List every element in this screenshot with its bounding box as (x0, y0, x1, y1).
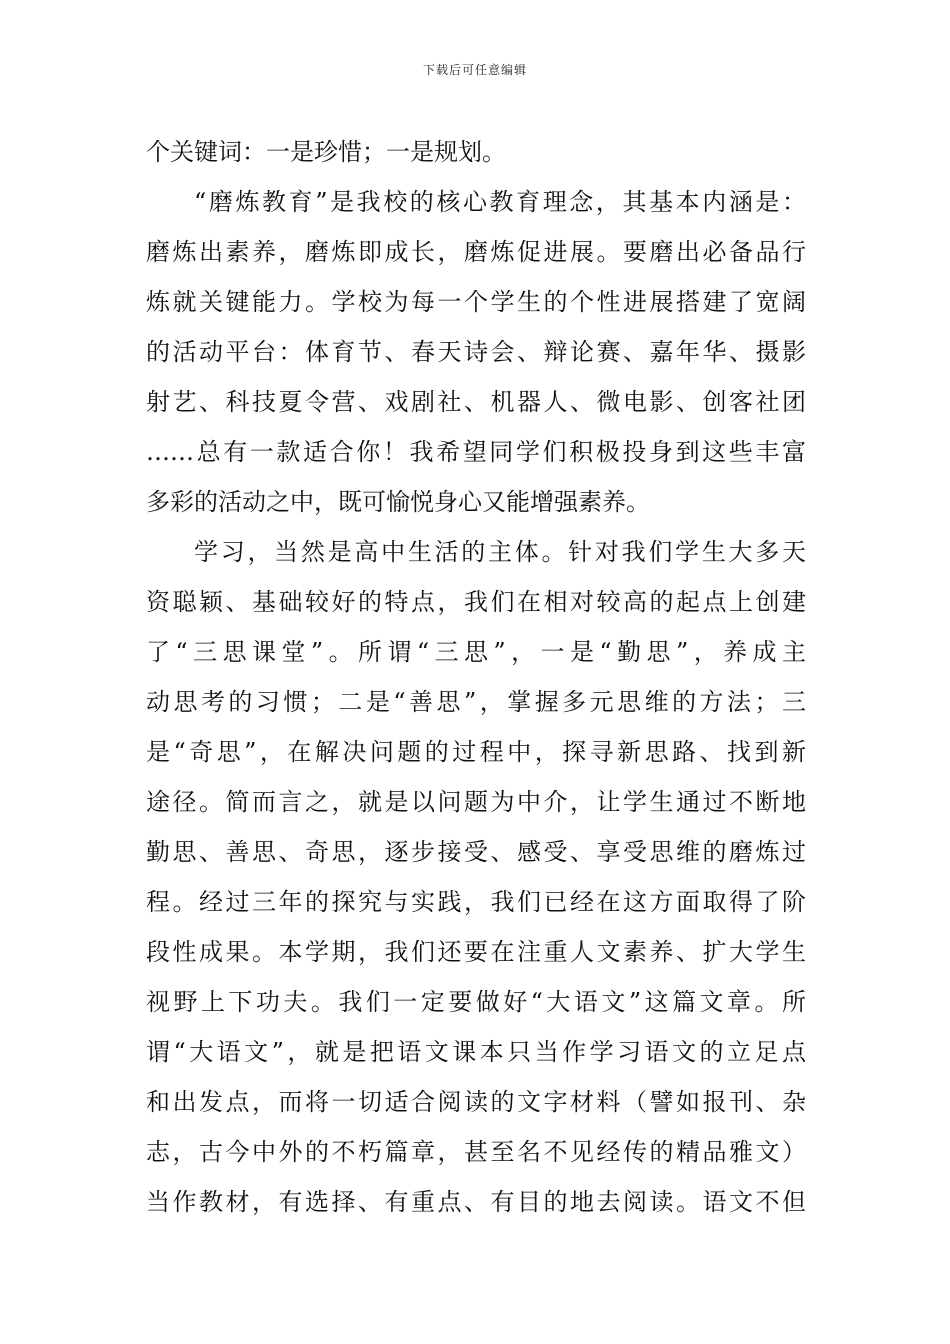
paragraph-first-line: 学习，当然是高中生活的主体。针对我们学生大多天 (194, 538, 806, 566)
text-line: 志，古今中外的不朽篇章，甚至名不见经传的精品雅文） (146, 1138, 806, 1166)
text-line: 视野上下功夫。我们一定要做好“大语文”这篇文章。所 (146, 988, 806, 1016)
text-line: 个关键词：一是珍惜；一是规划。 (146, 138, 506, 166)
text-line: 磨炼出素养，磨炼即成长，磨炼促进展。要磨出必备品行 (146, 238, 806, 266)
text-line: 了“三思课堂”。所谓“三思”，一是“勤思”，养成主 (146, 638, 806, 666)
text-line: 是“奇思”，在解决问题的过程中，探寻新思路、找到新 (146, 738, 806, 766)
text-line: ……总有一款适合你！我希望同学们积极投身到这些丰富 (146, 438, 806, 466)
document-body (146, 127, 806, 1227)
page-header: 下载后可任意编辑 (422, 63, 527, 77)
text-line: 资聪颖、基础较好的特点，我们在相对较高的起点上创建 (146, 588, 806, 616)
paragraph-first-line: “磨炼教育”是我校的核心教育理念，其基本内涵是： (194, 188, 806, 216)
text-line: 的活动平台：体育节、春天诗会、辩论赛、嘉年华、摄影 (146, 338, 806, 366)
text-line: 射艺、科技夏令营、戏剧社、机器人、微电影、创客社团 (146, 388, 806, 416)
paragraph-last-line: 多彩的活动之中，既可愉悦身心又能增强素养。 (146, 488, 650, 516)
text-line: 当作教材，有选择、有重点、有目的地去阅读。语文不但 (146, 1188, 806, 1216)
text-line: 动思考的习惯；二是“善思”，掌握多元思维的方法；三 (146, 688, 806, 716)
text-line: 途径。简而言之，就是以问题为中介，让学生通过不断地 (146, 788, 806, 816)
text-line: 段性成果。本学期，我们还要在注重人文素养、扩大学生 (146, 938, 806, 966)
text-line: 炼就关键能力。学校为每一个学生的个性进展搭建了宽阔 (146, 288, 806, 316)
text-line: 和出发点，而将一切适合阅读的文字材料（譬如报刊、杂 (146, 1088, 806, 1116)
text-line: 勤思、善思、奇思，逐步接受、感受、享受思维的磨炼过 (146, 838, 806, 866)
text-line: 程。经过三年的探究与实践，我们已经在这方面取得了阶 (146, 888, 806, 916)
text-line: 谓“大语文”，就是把语文课本只当作学习语文的立足点 (146, 1038, 806, 1066)
